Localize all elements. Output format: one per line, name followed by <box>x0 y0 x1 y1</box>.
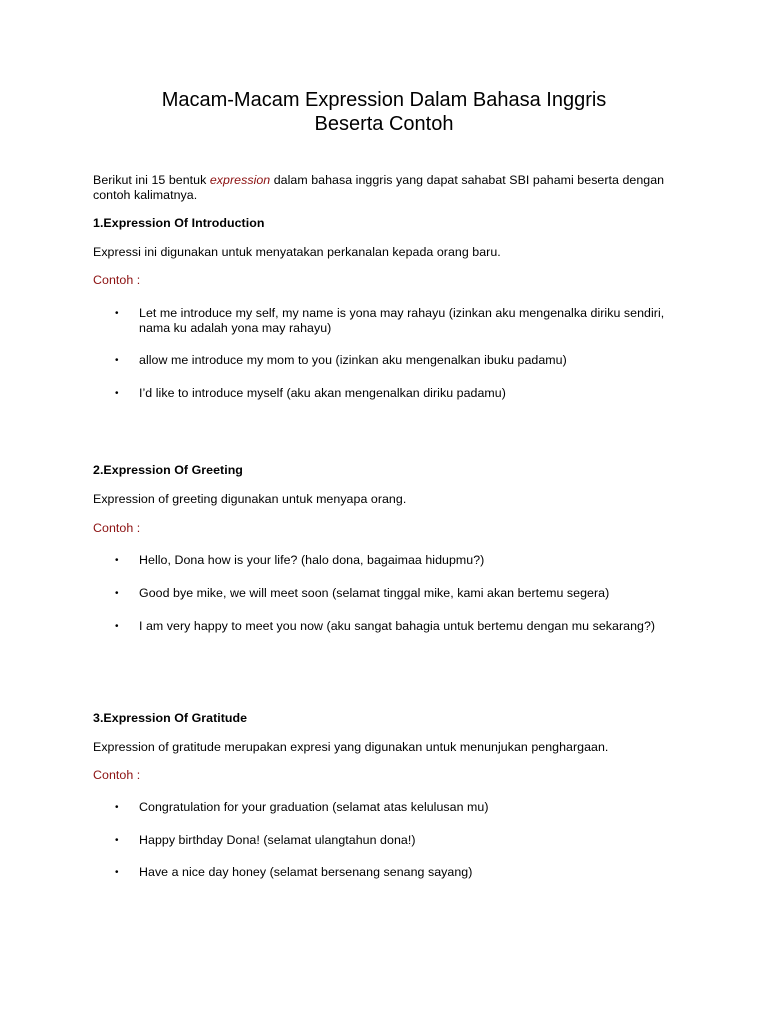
document-title <box>100 88 668 136</box>
bullet-point: • <box>115 555 119 566</box>
intro-text-before: Berikut ini 15 bentuk <box>93 173 210 187</box>
list-item: Happy birthday Dona! (selamat ulangtahun dona!) <box>139 833 416 847</box>
bullet-point: • <box>115 835 119 846</box>
bullet-point: • <box>115 867 119 878</box>
list-item: allow me introduce my mom to you (izinkan aku mengenalkan ibuku padamu) <box>139 353 567 367</box>
bullet-point: • <box>115 621 119 632</box>
section-description: Expression of gratitude merupakan expresi yang digunakan untuk menunjukan penghargaan. <box>93 740 609 754</box>
contoh-label: Contoh : <box>93 768 141 782</box>
title-line-1: Macam-Macam Expression Dalam Bahasa Inggris <box>161 89 607 111</box>
section-description: Expression of greeting digunakan untuk menyapa orang. <box>93 492 407 506</box>
section-heading: 2.Expression Of Greeting <box>93 463 243 477</box>
bullet-point: • <box>115 588 119 599</box>
section-description: Expressi ini digunakan untuk menyatakan perkanalan kepada orang baru. <box>93 245 501 259</box>
list-item: Congratulation for your graduation (selamat atas kelulusan mu) <box>139 800 489 814</box>
intro-paragraph <box>93 173 683 203</box>
title-line-2: Beserta Contoh <box>314 113 454 135</box>
contoh-label: Contoh : <box>93 521 141 535</box>
bullet-point: • <box>115 355 119 366</box>
bullet-point: • <box>115 308 119 319</box>
list-item: Hello, Dona how is your life? (halo dona, bagaimaa hidupmu?) <box>139 553 485 567</box>
list-item: I am very happy to meet you now (aku sangat bahagia untuk bertemu dengan mu sekarang?) <box>139 619 656 633</box>
bullet-point: • <box>115 802 119 813</box>
list-item: Good bye mike, we will meet soon (selamat tinggal mike, kami akan bertemu segera) <box>139 586 610 600</box>
list-item: Let me introduce my self, my name is yona may rahayu (izinkan aku mengenalka diriku sendiri, nama ku adalah yona may rahayu) <box>139 306 665 335</box>
contoh-label: Contoh : <box>93 273 141 287</box>
section-heading: 1.Expression Of Introduction <box>93 216 265 230</box>
intro-emphasis: expression <box>209 173 271 187</box>
section-heading: 3.Expression Of Gratitude <box>93 711 248 725</box>
list-item: Have a nice day honey (selamat bersenang senang sayang) <box>139 865 473 879</box>
bullet-point: • <box>115 388 119 399</box>
list-item: I’d like to introduce myself (aku akan mengenalkan diriku padamu) <box>139 386 506 400</box>
intro-text-after: dalam bahasa inggris yang dapat sahabat SBI pahami beserta dengan contoh kalimatnya. <box>93 173 665 202</box>
